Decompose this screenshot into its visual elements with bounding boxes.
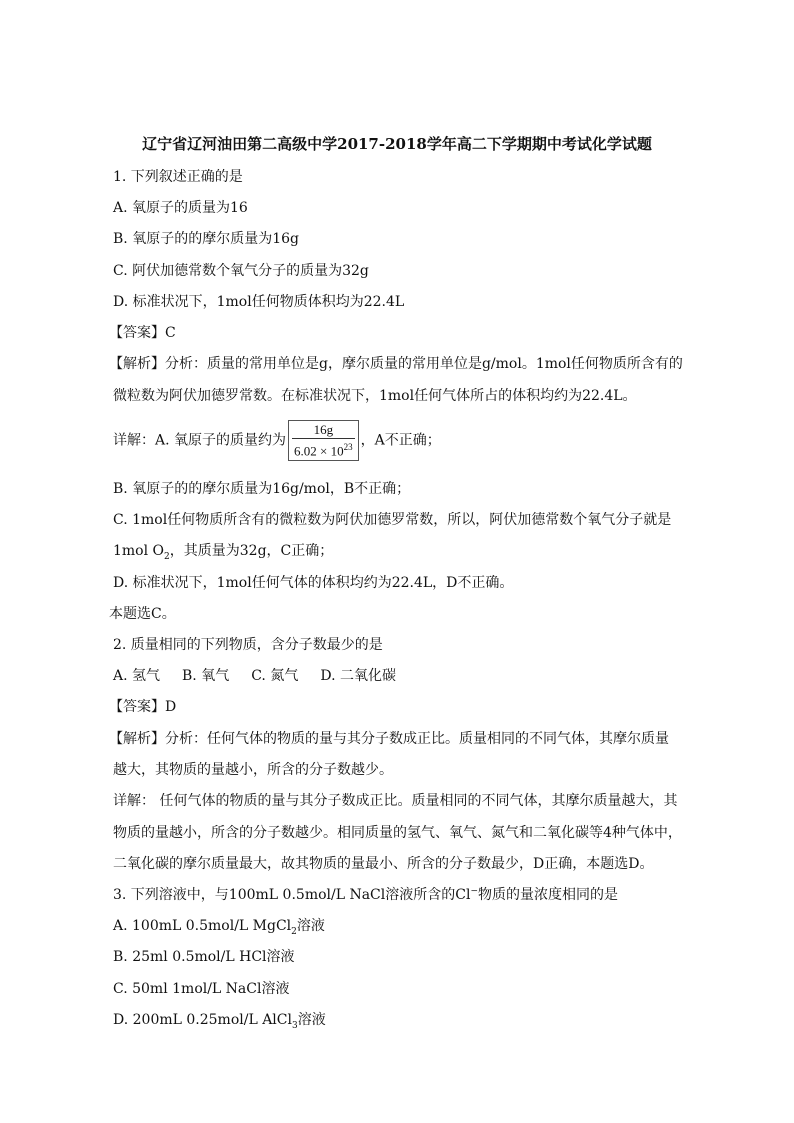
q2-option-c: C. 氮气 bbox=[251, 668, 299, 684]
q2-option-d: D. 二氧化碳 bbox=[320, 668, 396, 684]
q2-analysis-line2: 越大，其物质的量越小，所含的分子数越少。 bbox=[113, 762, 393, 778]
q1-option-b: B. 氧原子的的摩尔质量为16g bbox=[113, 231, 299, 247]
q3-option-d bbox=[113, 1009, 326, 1031]
fraction-numerator: 16g bbox=[292, 422, 355, 439]
q1-detail-d: D. 标准状况下，1mol任何气体的体积均约为22.4L，D不正确。 bbox=[113, 575, 514, 591]
q2-option-a: A. 氢气 bbox=[113, 668, 161, 684]
q1-detail-c2-subscript: 2 bbox=[164, 551, 170, 562]
q1-analysis-line1: 【解析】分析：质量的常用单位是g，摩尔质量的常用单位是g/mol。1mol任何物质所含有的 bbox=[109, 356, 683, 372]
q1-detail-a-prefix: 详解：A. 氧原子的质量约为 bbox=[113, 432, 287, 449]
q3-option-a-subscript: 2 bbox=[291, 926, 297, 937]
q3-option-d-post: 溶液 bbox=[297, 1012, 326, 1028]
q1-option-a: A. 氧原子的质量为16 bbox=[113, 200, 248, 216]
fraction-denominator-exponent: 23 bbox=[343, 442, 353, 452]
q3-option-d-pre: D. 200mL 0.25mol/L AlCl bbox=[113, 1012, 292, 1028]
q2-stem: 2. 质量相同的下列物质，含分子数最少的是 bbox=[113, 637, 383, 653]
q3-option-a-post: 溶液 bbox=[296, 918, 325, 934]
q3-stem-superscript: − bbox=[470, 886, 478, 897]
q1-conclusion: 本题选C。 bbox=[109, 606, 176, 622]
fraction-denominator bbox=[292, 439, 355, 459]
q1-analysis-line2: 微粒数为阿伏加德罗常数。在标准状况下，1mol任何气体所占的体积均约为22.4L。 bbox=[113, 388, 637, 404]
q2-detail-line3: 二氧化碳的摩尔质量最大，故其物质的量最小、所含的分子数最少，D正确，本题选D。 bbox=[113, 856, 654, 872]
q1-detail-b: B. 氧原子的的摩尔质量为16g/mol，B不正确； bbox=[113, 481, 411, 497]
q2-answer: 【答案】D bbox=[109, 699, 177, 715]
q3-stem-pre: 3. 下列溶液中，与100mL 0.5mol/L NaCl溶液所含的Cl bbox=[113, 887, 471, 903]
q3-option-c: C. 50ml 1mol/L NaCl溶液 bbox=[113, 981, 290, 997]
q3-option-a bbox=[113, 915, 325, 937]
q3-option-d-subscript: 3 bbox=[291, 1020, 298, 1031]
q2-option-b: B. 氧气 bbox=[182, 668, 230, 684]
q1-detail-c-line1: C. 1mol任何物质所含有的微粒数为阿伏加德罗常数，所以，阿伏加德常数个氧气分子就是 bbox=[113, 512, 672, 528]
q1-option-c: C. 阿伏加德常数个氧气分子的质量为32g bbox=[113, 263, 369, 279]
mass-fraction bbox=[288, 420, 359, 461]
q1-stem: 1. 下列叙述正确的是 bbox=[113, 169, 243, 185]
q1-detail-c2-post: ，其质量为32g，C正确； bbox=[169, 543, 334, 559]
q1-answer: 【答案】C bbox=[109, 325, 176, 341]
q1-detail-c-line2 bbox=[113, 540, 333, 562]
q1-detail-a bbox=[113, 420, 441, 461]
q1-detail-a-suffix: ，A不正确； bbox=[360, 432, 441, 449]
q1-detail-c2-pre: 1mol O bbox=[113, 543, 165, 559]
q3-stem bbox=[113, 884, 618, 904]
q2-detail-line2: 物质的量越小，所含的分子数越少。相同质量的氢气、氧气、氮气和二氧化碳等4种气体中， bbox=[113, 825, 682, 841]
q3-option-b: B. 25ml 0.5mol/L HCl溶液 bbox=[113, 949, 295, 965]
q2-analysis-line1: 【解析】分析：任何气体的物质的量与其分子数成正比。质量相同的不同气体，其摩尔质量 bbox=[109, 731, 669, 747]
q2-detail-line1: 详解： 任何气体的物质的量与其分子数成正比。质量相同的不同气体，其摩尔质量越大，其 bbox=[113, 793, 678, 809]
fraction-denominator-base: 6.02 × 10 bbox=[294, 443, 344, 459]
q3-option-a-pre: A. 100mL 0.5mol/L MgCl bbox=[113, 918, 292, 934]
q1-option-d: D. 标准状况下，1mol任何物质体积均为22.4L bbox=[113, 294, 405, 310]
q3-stem-post: 物质的量浓度相同的是 bbox=[477, 887, 618, 903]
q2-options bbox=[113, 665, 396, 685]
page-title: 辽宁省辽河油田第二高级中学2017-2018学年高二下学期期中考试化学试题 bbox=[142, 135, 652, 153]
